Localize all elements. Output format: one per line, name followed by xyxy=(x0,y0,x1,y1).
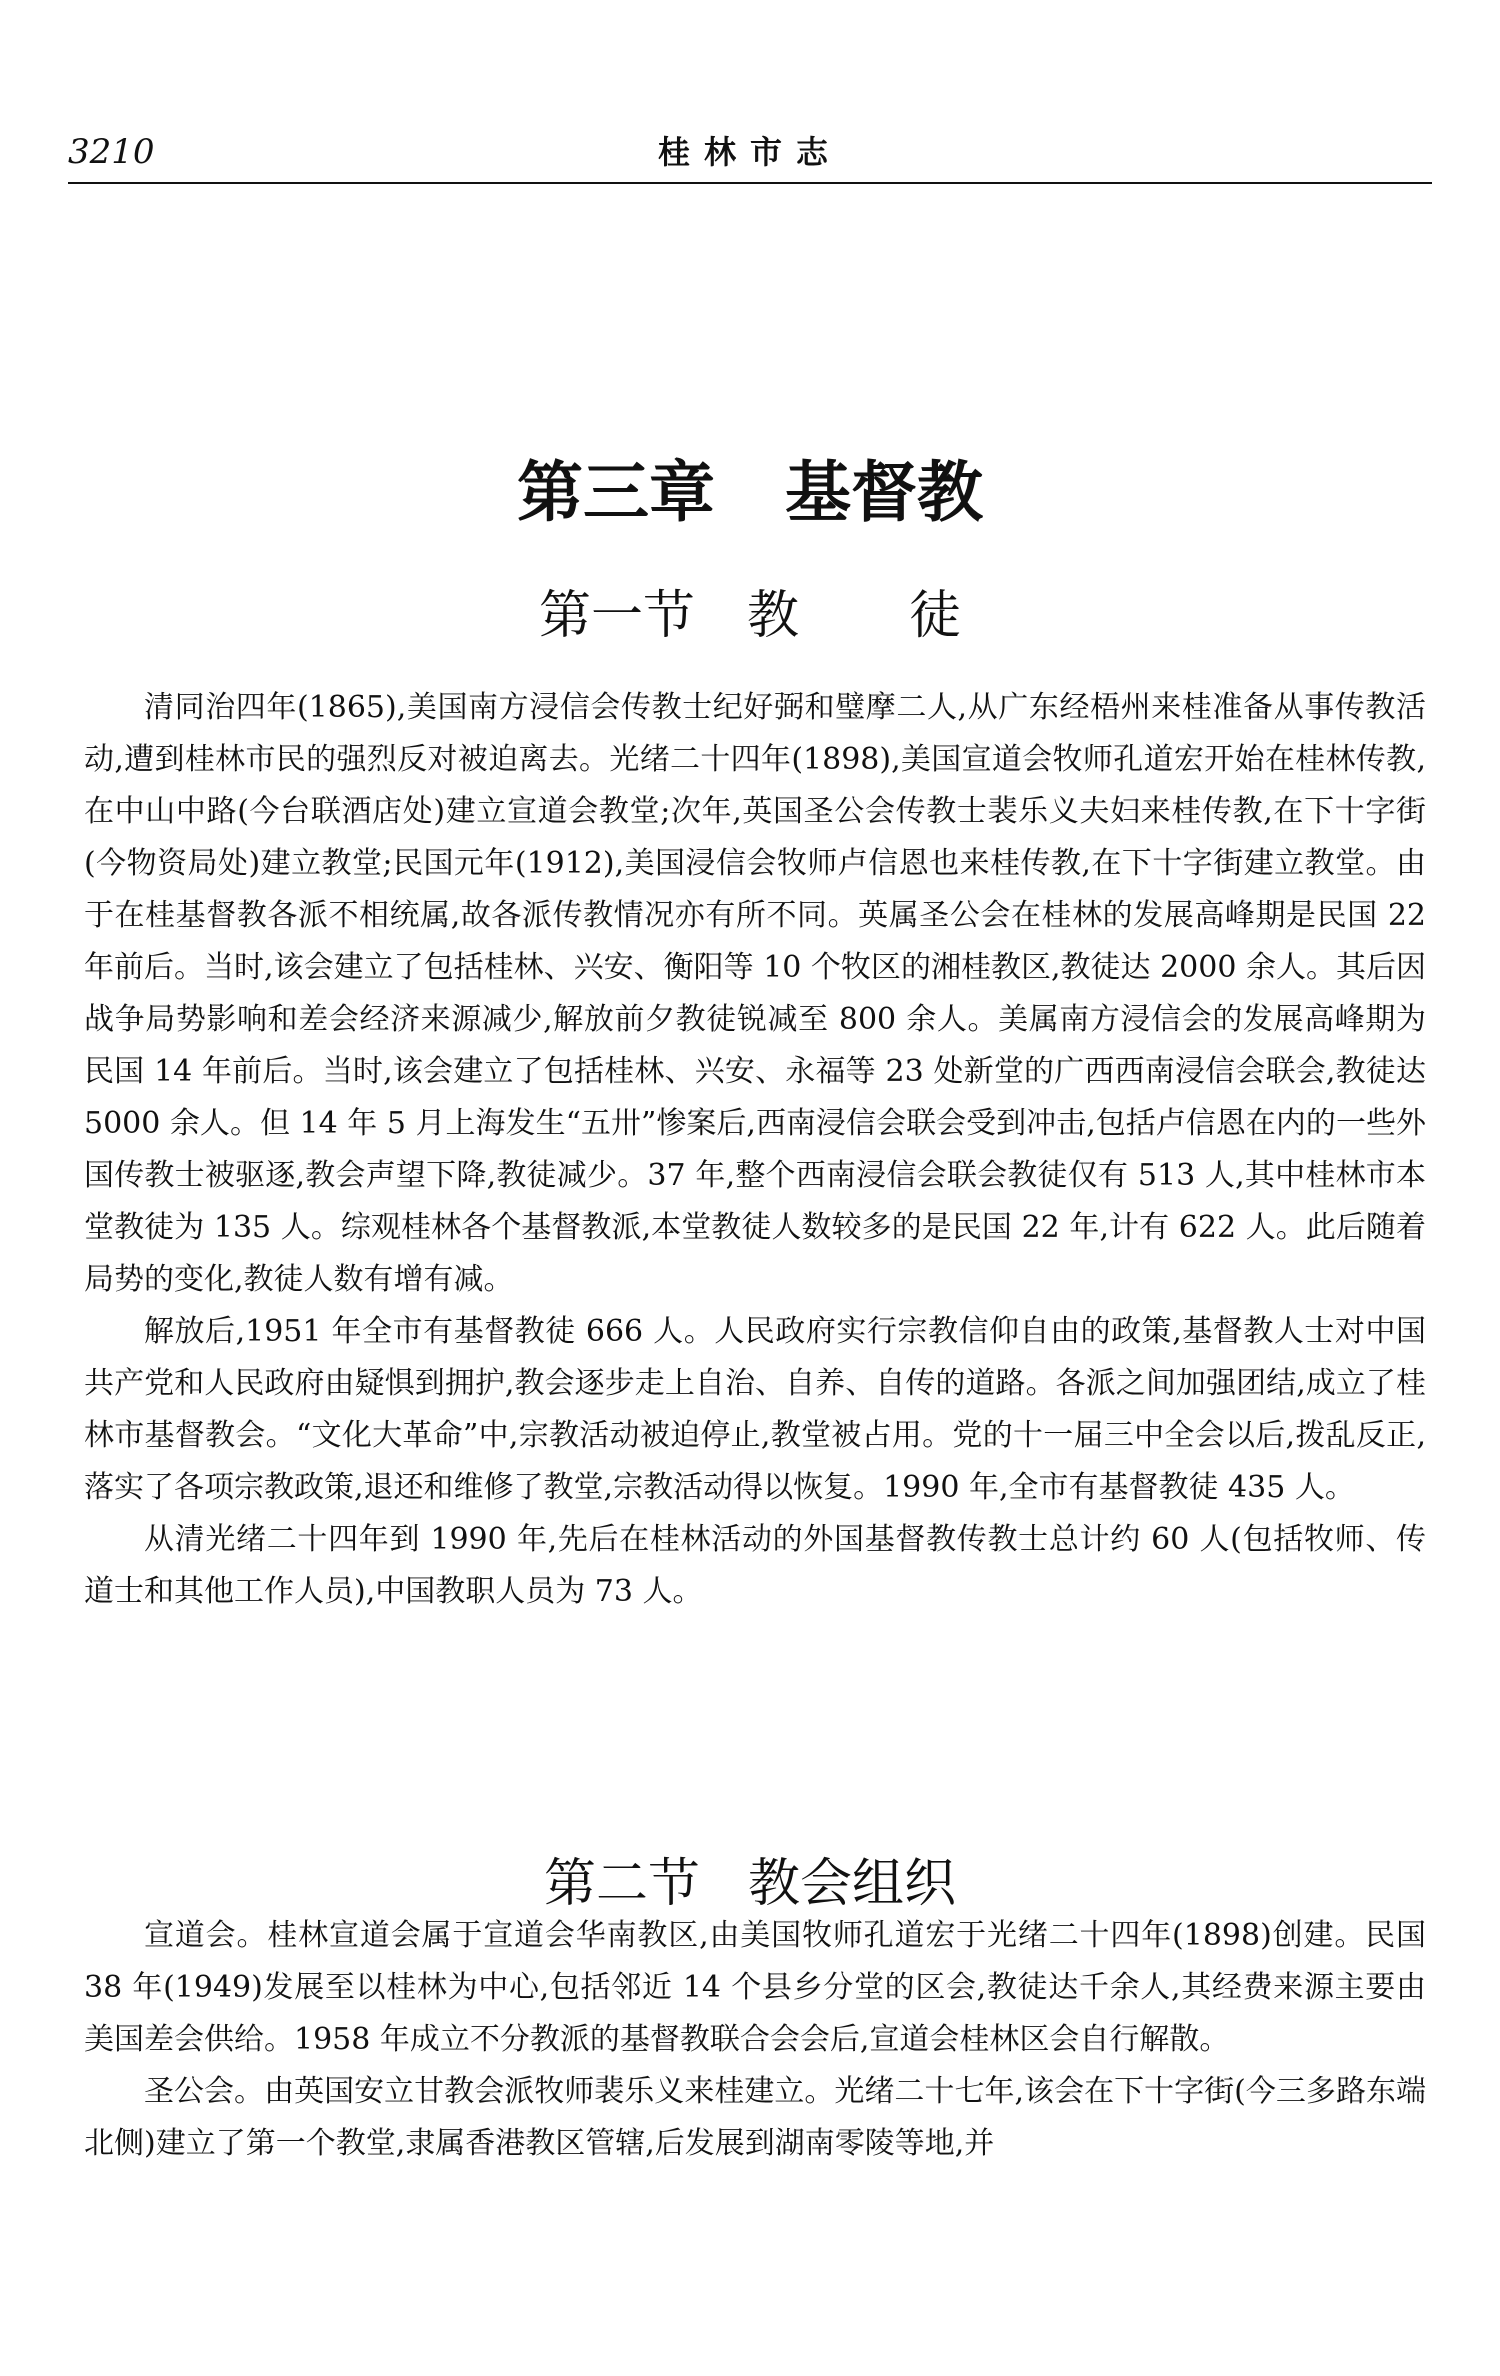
paragraph: 解放后,1951 年全市有基督教徒 666 人。人民政府实行宗教信仰自由的政策,基督教人士对中国共产党和人民政府由疑惧到拥护,教会逐步走上自治、自养、自传的道路。各派之间加强团结,成立了桂林市基督教会。“文化大革命”中,宗教活动被迫停止,教堂被占用。党的十一届三中全会以后,拨乱反正,落实了各项宗教政策,退还和维修了教堂,宗教活动得以恢复。1990 年,全市有基督教徒 435 人。 xyxy=(84,1314,1426,1505)
page-number: 3210 xyxy=(68,132,155,172)
section-name-part: 徒 xyxy=(909,586,962,646)
section-name: 教会组织 xyxy=(748,1854,957,1914)
paragraph: 从清光绪二十四年到 1990 年,先后在桂林活动的外国基督教传教士总计约 60 人(包括牧师、传道士和其他工作人员),中国教职人员为 73 人。 xyxy=(84,1522,1426,1609)
running-title: 桂林市志 xyxy=(657,133,842,171)
paragraph: 圣公会。由英国安立甘教会派牧师裴乐义来桂建立。光绪二十七年,该会在下十字街(今三多路东端北侧)建立了第一个教堂,隶属香港教区管辖,后发展到湖南零陵等地,并 xyxy=(84,2074,1426,2161)
section-body xyxy=(84,1910,1426,2170)
section-label: 第一节 xyxy=(538,586,695,646)
paragraph: 清同治四年(1865),美国南方浸信会传教士纪好弼和璧摩二人,从广东经梧州来桂准备从事传教活动,遭到桂林市民的强烈反对被迫离去。光绪二十四年(1898),美国宣道会牧师孔道宏开始在桂林传教,在中山中路(今台联酒店处)建立宣道会教堂;次年,英国圣公会传教士裴乐义夫妇来桂传教,在下十字街(今物资局处)建立教堂;民国元年(1912),美国浸信会牧师卢信恩也来桂传教,在下十字街建立教堂。由于在桂基督教各派不相统属,故各派传教情况亦有所不同。英属圣公会在桂林的发展高峰期是民国 22 年前后。当时,该会建立了包括桂林、兴安、衡阳等 10 个牧区的湘桂教区,教徒达 2000 余人。其后因战争局势影响和差会经济来源减少,解放前夕教徒锐减至 800 余人。美属南方浸信会的发展高峰期为民国 14 年前后。当时,该会建立了包括桂林、兴安、永福等 23 处新堂的广西西南浸信会联会,教徒达 5000 余人。但 14 年 5 月上海发生“五卅”惨案后,西南浸信会联会受到冲击,包括卢信恩在内的一些外国传教士被驱逐,教会声望下降,教徒减少。37 年,整个西南浸信会联会教徒仅有 513 人,其中桂林市本堂教徒为 135 人。综观桂林各个基督教派,本堂教徒人数较多的是民国 22 年,计有 622 人。此后随着局势的变化,教徒人数有增有减。 xyxy=(84,690,1426,1297)
chapter-title xyxy=(0,448,1500,538)
chapter-name: 基督教 xyxy=(785,454,983,531)
page-header xyxy=(68,130,1432,184)
section-label: 第二节 xyxy=(543,1854,700,1914)
paragraph: 宣道会。桂林宣道会属于宣道会华南教区,由美国牧师孔道宏于光绪二十四年(1898)创建。民国 38 年(1949)发展至以桂林为中心,包括邻近 14 个县乡分堂的区会,教徒达千余人,其经费来源主要由美国差会供给。1958 年成立不分教派的基督教联合会会后,宣道会桂林区会自行解散。 xyxy=(84,1918,1426,2057)
chapter-label: 第三章 xyxy=(517,454,715,531)
section-body xyxy=(84,682,1426,1618)
section-title xyxy=(0,580,1500,652)
section-name-part: 教 xyxy=(746,586,799,646)
